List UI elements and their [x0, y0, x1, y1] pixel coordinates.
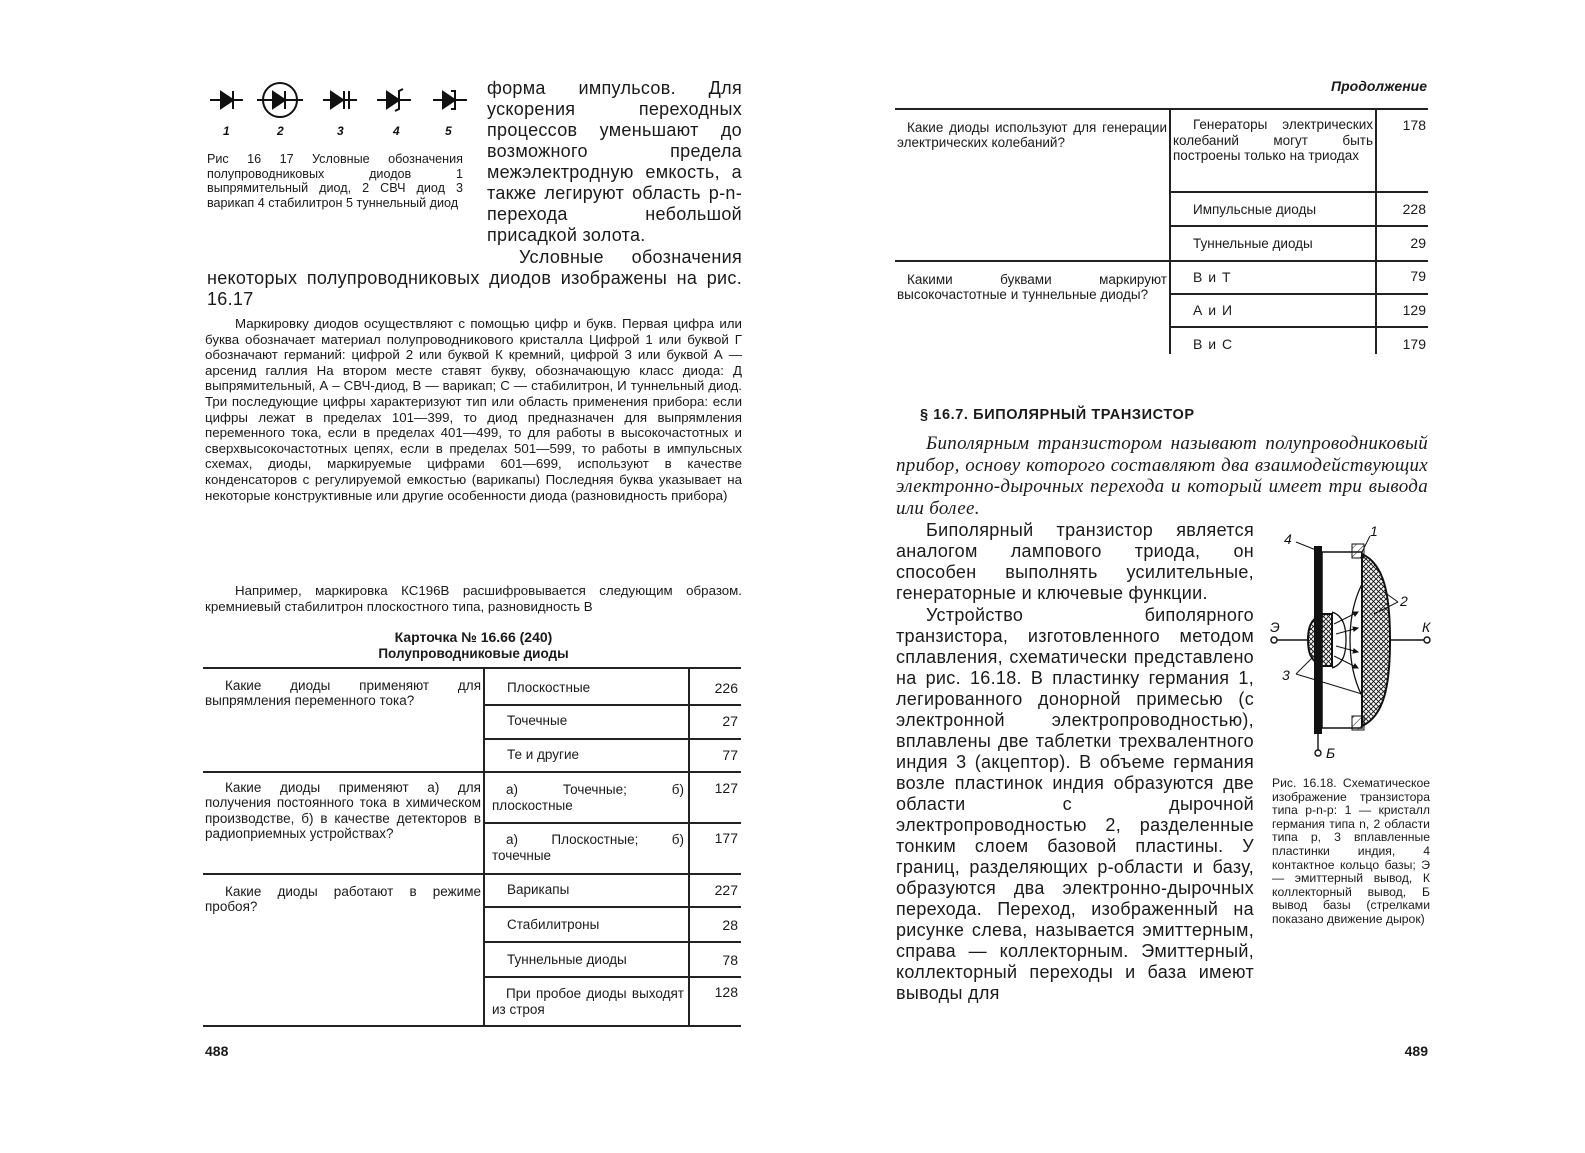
card-question: Какие диоды работают в режиме пробоя? — [205, 884, 481, 914]
transistor-figure-caption: Рис. 16.18. Схематическое изображение транзистора типа p-n-p: 1 — кристалл германия типа n, 2 области типа p, 3 вплавленные пластинки индия, 4 контактное кольцо базы; Э — эмиттерный вывод, К коллекторный вывод, Б вывод базы (стрелками показано движение дырок) — [1272, 776, 1430, 926]
figure-label-emitter: Э — [1270, 619, 1280, 635]
card-column-rule — [688, 669, 690, 1027]
card-number: 177 — [714, 830, 738, 846]
diode-number-2: 2 — [277, 124, 284, 138]
card-row-rule — [1171, 293, 1428, 295]
card-column-rule — [483, 669, 485, 1027]
card-row-rule — [203, 771, 741, 773]
card-number: 77 — [722, 747, 738, 763]
transistor-figure — [1266, 524, 1438, 764]
card-answer: Генераторы электрических колебаний могут быть построены только на триодах — [1173, 117, 1373, 163]
card-row-rule — [485, 822, 741, 824]
card-top-rule — [203, 667, 741, 669]
card-answer: Те и другие — [507, 747, 579, 762]
card-answer: В и Т — [1193, 269, 1232, 285]
card-number: 129 — [1402, 302, 1426, 318]
card-number: 29 — [1410, 235, 1426, 251]
tunnel-diode-symbol — [433, 91, 467, 109]
rectifier-diode-symbol — [210, 91, 243, 109]
card-column-rule — [1375, 110, 1377, 354]
example-paragraph: Например, маркировка КС196В расшифровывается следующим образом. кремниевый стабилитрон плоскостного типа, разновидность В — [205, 583, 742, 614]
zener-diode-symbol — [377, 89, 411, 111]
microwave-diode-symbol — [257, 83, 303, 117]
diode-symbols-figure — [205, 80, 475, 140]
card-answer: а) Точечные; б) плоскостные — [492, 782, 684, 813]
card-answer: Стабилитроны — [507, 917, 600, 932]
card-row-rule — [895, 260, 1428, 262]
card-row-rule — [485, 976, 741, 978]
card-question: Какими буквами маркируют высокочастотные и туннельные диоды? — [897, 272, 1167, 302]
card-row-rule — [485, 941, 741, 943]
diode-number-4: 4 — [393, 124, 400, 138]
definition-text: Биполярным транзистором называют полупроводниковый прибор, основу которого составляют два взаимодействующих электронно-дырочных перехода и который имеет три вывода или более. — [896, 433, 1428, 519]
section-title: § 16.7. БИПОЛЯРНЫЙ ТРАНЗИСТОР — [920, 407, 1195, 423]
card-answer: Точечные — [507, 713, 568, 728]
varicap-symbol — [323, 91, 357, 109]
card-row-rule — [485, 704, 741, 706]
card-row-rule — [1171, 191, 1428, 193]
card-subtitle: Полупроводниковые диоды — [378, 646, 569, 661]
marking-paragraph: Маркировку диодов осуществляют с помощью цифр и букв. Первая цифра или буква обозначает материал полупроводникового кристалла Цифрой 1 или буквой Г обозначают германий: цифрой 2 или буквой К кремний, цифрой 3 или буквой А — арсенид галлия На втором месте ставят букву, обозначающую класс диода: Д выпрямительный, А – СВЧ-диод, В — варикап; С — стабилитрон, И туннельный диод. Три последующие цифры характеризуют тип или область применения прибора: если цифры лежат в пределах 101—399, то диод предназначен для выпрямления переменного тока, если в пределах 401—499, то для работы в высокочастотных и сверхвысокочастотных цепях, если в пределах 501—599, то работы в импульсных схемах, диоды, маркируемые цифрами 601—699, используют в качестве конденсаторов с регулируемой емкостью (варикапы) Последняя буква указывает на некоторые конструктивные или другие особенности диода (разновидность прибора) — [205, 316, 742, 503]
card-answer: Варикапы — [507, 882, 570, 897]
diode-number-1: 1 — [223, 124, 230, 138]
card-number: 79 — [1410, 268, 1426, 284]
card-number: 179 — [1402, 336, 1426, 352]
intro-right-column: форма импульсов. Для ускорения переходных процессов уменьшают до возможного предела межэлектродную емкость, а также легируют область p-n-перехода небольшой присадкой золота. — [487, 78, 742, 245]
card-number: 28 — [722, 917, 738, 933]
card-answer: а) Плоскостные; б) точечные — [492, 832, 684, 863]
card-number: 178 — [1402, 117, 1426, 133]
card-answer: Туннельные диоды — [1193, 236, 1313, 251]
figure-label-3: 3 — [1282, 667, 1290, 683]
card-number: 226 — [714, 680, 738, 696]
card-row-rule — [485, 906, 741, 908]
card-answer: Плоскостные — [507, 680, 591, 695]
diode-figure-caption: Рис 16 17 Условные обозначения полупроводниковых диодов 1 выпрямительный диод, 2 СВЧ диод 3 варикап 4 стабилитрон 5 туннельный диод — [207, 152, 463, 210]
card-row-rule — [485, 738, 741, 740]
card-number: 128 — [714, 984, 738, 1000]
card-top-rule — [895, 108, 1428, 110]
card-answer: Туннельные диоды — [507, 952, 627, 967]
transistor-para-2: Устройство биполярного транзистора, изготовленного методом сплавления, схематически представлено на рис. 16.18. В пластинку германия 1, легированного донорной примесью (с электронной электропроводностью), вплавлены две таблетки трехвалентного индия 3 (акцептор). В объеме германия возле пластинок индия образуются две области с дырочной электропроводностью 2, разделенные тонким слоем базовой пластины. У границ, разделяющих p-области и базу, образуются два электронно-дырочных перехода. Переход, изображенный на рисунке слева, называется эмиттерным, справа — коллекторным. Эмиттерный, коллекторный переходы и база имеют выводы для — [896, 605, 1254, 1003]
card-number: 228 — [1402, 201, 1426, 217]
card-column-rule — [1169, 110, 1171, 354]
card-question: Какие диоды применяют для выпрямления переменного тока? — [205, 678, 481, 708]
page-number-right: 489 — [1404, 1043, 1428, 1059]
figure-label-base: Б — [1326, 745, 1336, 761]
figure-label-4: 4 — [1284, 531, 1292, 547]
card-title: Карточка № 16.66 (240) — [394, 629, 553, 645]
card-answer: А и И — [1193, 302, 1233, 318]
card-number: 27 — [722, 713, 738, 729]
page-number-left: 488 — [205, 1043, 229, 1059]
card-number: 78 — [722, 952, 738, 968]
card-answer: В и С — [1193, 336, 1234, 352]
card-answer: Импульсные диоды — [1193, 202, 1317, 217]
card-row-rule — [1171, 225, 1428, 227]
figure-label-1: 1 — [1370, 524, 1378, 539]
figure-label-2: 2 — [1400, 593, 1408, 609]
card-question: Какие диоды используют для генерации электрических колебаний? — [897, 120, 1167, 150]
diode-number-5: 5 — [445, 124, 452, 138]
continuation-label: Продолжение — [1331, 78, 1427, 94]
card-bottom-rule — [203, 1025, 741, 1027]
card-question: Какие диоды применяют а) для получения постоянного тока в химическом производстве, б) в качестве детекторов в радиоприемных устройствах? — [205, 780, 481, 842]
card-row-rule — [1171, 326, 1428, 328]
card-number: 227 — [714, 882, 738, 898]
collector-indium-pill — [1362, 554, 1390, 726]
diode-number-3: 3 — [337, 124, 344, 138]
figure-label-collector: К — [1422, 619, 1431, 635]
card-row-rule — [203, 873, 741, 875]
intro-full-width: Условные обозначения некоторых полупроводниковых диодов изображены на рис. 16.17 — [207, 247, 742, 309]
card-answer: При пробое диоды выходят из строя — [492, 986, 684, 1017]
transistor-para-1: Биполярный транзистор является аналогом лампового триода, он способен выполнять усилительные, генераторные и ключевые функции. — [896, 520, 1254, 603]
card-number: 127 — [714, 780, 738, 796]
